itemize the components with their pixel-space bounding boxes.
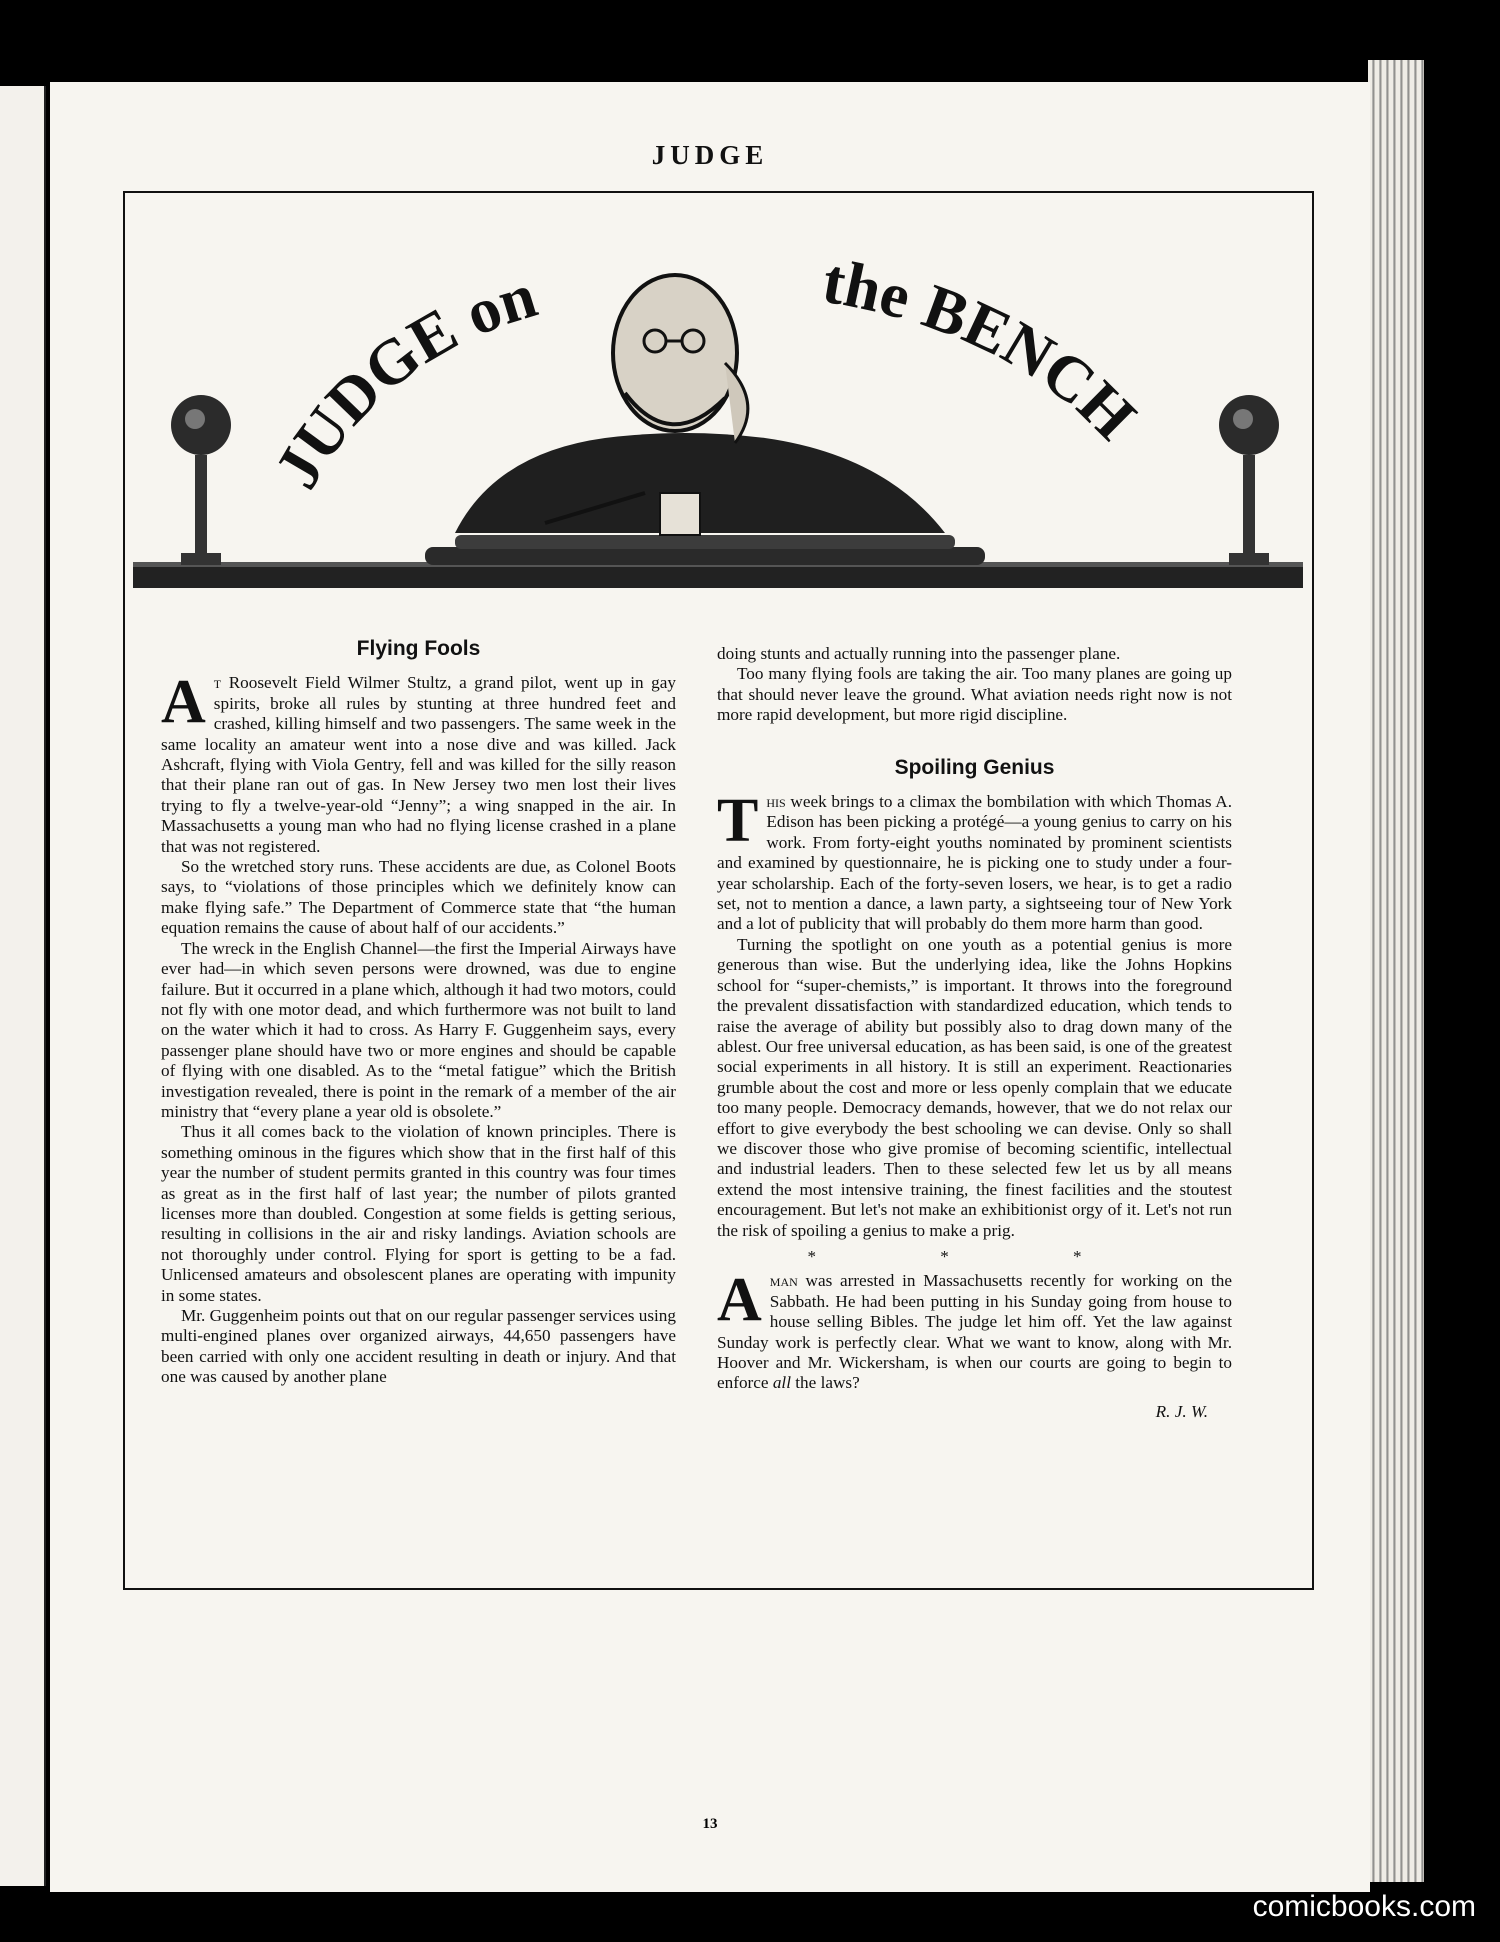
paragraph-text-end: the laws? (790, 1373, 860, 1393)
lamp-right-icon (1219, 395, 1279, 565)
article-paragraph (717, 1266, 1232, 1393)
drop-cap: A (717, 1266, 762, 1335)
magazine-page (50, 82, 1370, 1892)
article-paragraph (161, 668, 676, 857)
paragraph-text: was arrested in Massachusetts recently for working on the Sabbath. He had been putting in his Sunday going from house to house selling Bibles. The judge let him off. Yet the law against Sunday work is perfectly clear. What we want to know, along with Mr. Hoover and Mr. Wickersham, is when our courts are going to begin to enforce (717, 1271, 1232, 1393)
article-paragraph: Thus it all comes back to the violation of known principles. There is something ominous in the figures which show that in the first half of this year the number of student permits granted in this country was four times as great as in the first half of last year; the number of pilots granted licenses more than doubled. Congestion at some fields is getting serious, resulting in collisions in the air and risky landings. Aviation schools are not thoroughly under control. Flying for sport is getting to be a fad. Unlicensed amateurs and obsolescent planes are operating with impunity in some states. (161, 1122, 676, 1305)
article-title-flying-fools: Flying Fools (356, 637, 481, 660)
drop-cap: A (161, 668, 206, 737)
article-paragraph: Turning the spotlight on one youth as a potential genius is more generous than wise. But the underlying idea, like the Johns Hopkins school for “super-chemists,” is important. It throws into the foreground the prevalent dissatisfaction with standardized education, which tends to raise the average of ability but possibly also to drag down many of the ablest. Our free universal education, as has been said, is one of the greatest social experiments in all history. It is still an experiment. Reactionaries grumble about the cost and more or less openly complain that we educate too many people. Democracy demands, however, that we do not relax our effort to give everybody the best schooling we can devise. Only so shall we discover those who give promise of becoming scientific, intellectual and industrial leaders. Then to these selected few let us by all means extend the most intensive training, the finest facilities and the stoutest encouragement. But let's not make an exhibitionist orgy of it. Let's not run the risk of spoiling a genius to make a prig. (717, 934, 1232, 1240)
book-page-edges (1368, 60, 1424, 1882)
lead-in: his (766, 792, 786, 812)
section-separator: * * * (807, 1246, 1142, 1266)
column-left (161, 639, 676, 1388)
banner-title-right: the BENCH (817, 244, 1150, 453)
drop-cap: T (717, 787, 759, 856)
running-head: JUDGE (651, 140, 769, 170)
banner-title-left: JUDGE on (260, 259, 545, 500)
column-right (717, 644, 1232, 1422)
article-paragraph: The wreck in the English Channel—the first the Imperial Airways have ever had—in which seven persons were drowned, was due to engine failure. But it occurred in a plane which, although it had two motors, could not fly with one motor dead, and which furthermore was not built to land on the water which it had to cross. As Harry F. Guggenheim says, every passenger plane should have two or more engines and should be capable of flying with one disabled. As to the “metal fatigue” which the British investigation revealed, there is point in the remark of a member of the air ministry that “every plane a year old is obsolete.” (161, 938, 676, 1121)
article-paragraph (717, 787, 1232, 935)
article-title-spoiling-genius: Spoiling Genius (894, 755, 1055, 779)
author-signature: R. J. W. (1155, 1401, 1208, 1421)
article-paragraph: doing stunts and actually running into the passenger plane. (717, 644, 1121, 663)
bench (133, 535, 1303, 588)
facing-page-edge (0, 86, 46, 1886)
content-frame (123, 191, 1314, 1590)
article-paragraph: So the wretched story runs. These accidents are due, as Colonel Boots says, to “violations of those principles which we definitely know can make flying safe.” The Department of Commerce state that “the human equation remains the cause of about half of our accidents.” (161, 857, 676, 938)
banner-illustration (125, 193, 1312, 603)
article-paragraph: Too many flying fools are taking the air. Too many planes are going up that should never leave the ground. What aviation needs right now is not more rapid development, but more rigid discipline. (717, 664, 1232, 725)
emphasis-text: all (772, 1373, 791, 1393)
lead-in: man (769, 1271, 798, 1291)
paragraph-text: week brings to a climax the bombilation with which Thomas A. Edison has been picking a protégé—a young genius to carry on his work. From forty-eight youths nominated by prominent scientists and examined by questionnaire, he is picking one to study under a four-year scholarship. Each of the forty-seven losers, we hear, is to get a radio set, not to mention a dance, a lawn party, a sightseeing tour of New York and a lot of publicity that will probably do them more harm than good. (717, 792, 1232, 934)
lamp-left-icon (171, 395, 231, 565)
page-number: 13 (702, 1816, 718, 1832)
lead-in: t (213, 673, 222, 693)
site-watermark: comicbooks.com (1252, 1890, 1476, 1923)
paragraph-text: Roosevelt Field Wilmer Stultz, a grand pilot, went up in gay spirits, broke all rules by stunting at three hundred feet and crashed, killing himself and two passengers. The same week in the same locality an amateur went into a nose dive and was killed. Jack Ashcraft, flying with Viola Gentry, fell and was killed for the silly reason that their plane ran out of gas. In New Jersey two men lost their lives trying to fly a twelve-year-old “Jenny”; a wing snapped in the air. In Massachusetts a young man who had no flying license crashed in a plane that was not registered. (161, 673, 676, 856)
article-paragraph: Mr. Guggenheim points out that on our regular passenger services using multi-engined planes over organized airways, 44,650 passengers have been carried with only one accident resulting in death or injury. And that one was caused by another plane (161, 1306, 676, 1387)
